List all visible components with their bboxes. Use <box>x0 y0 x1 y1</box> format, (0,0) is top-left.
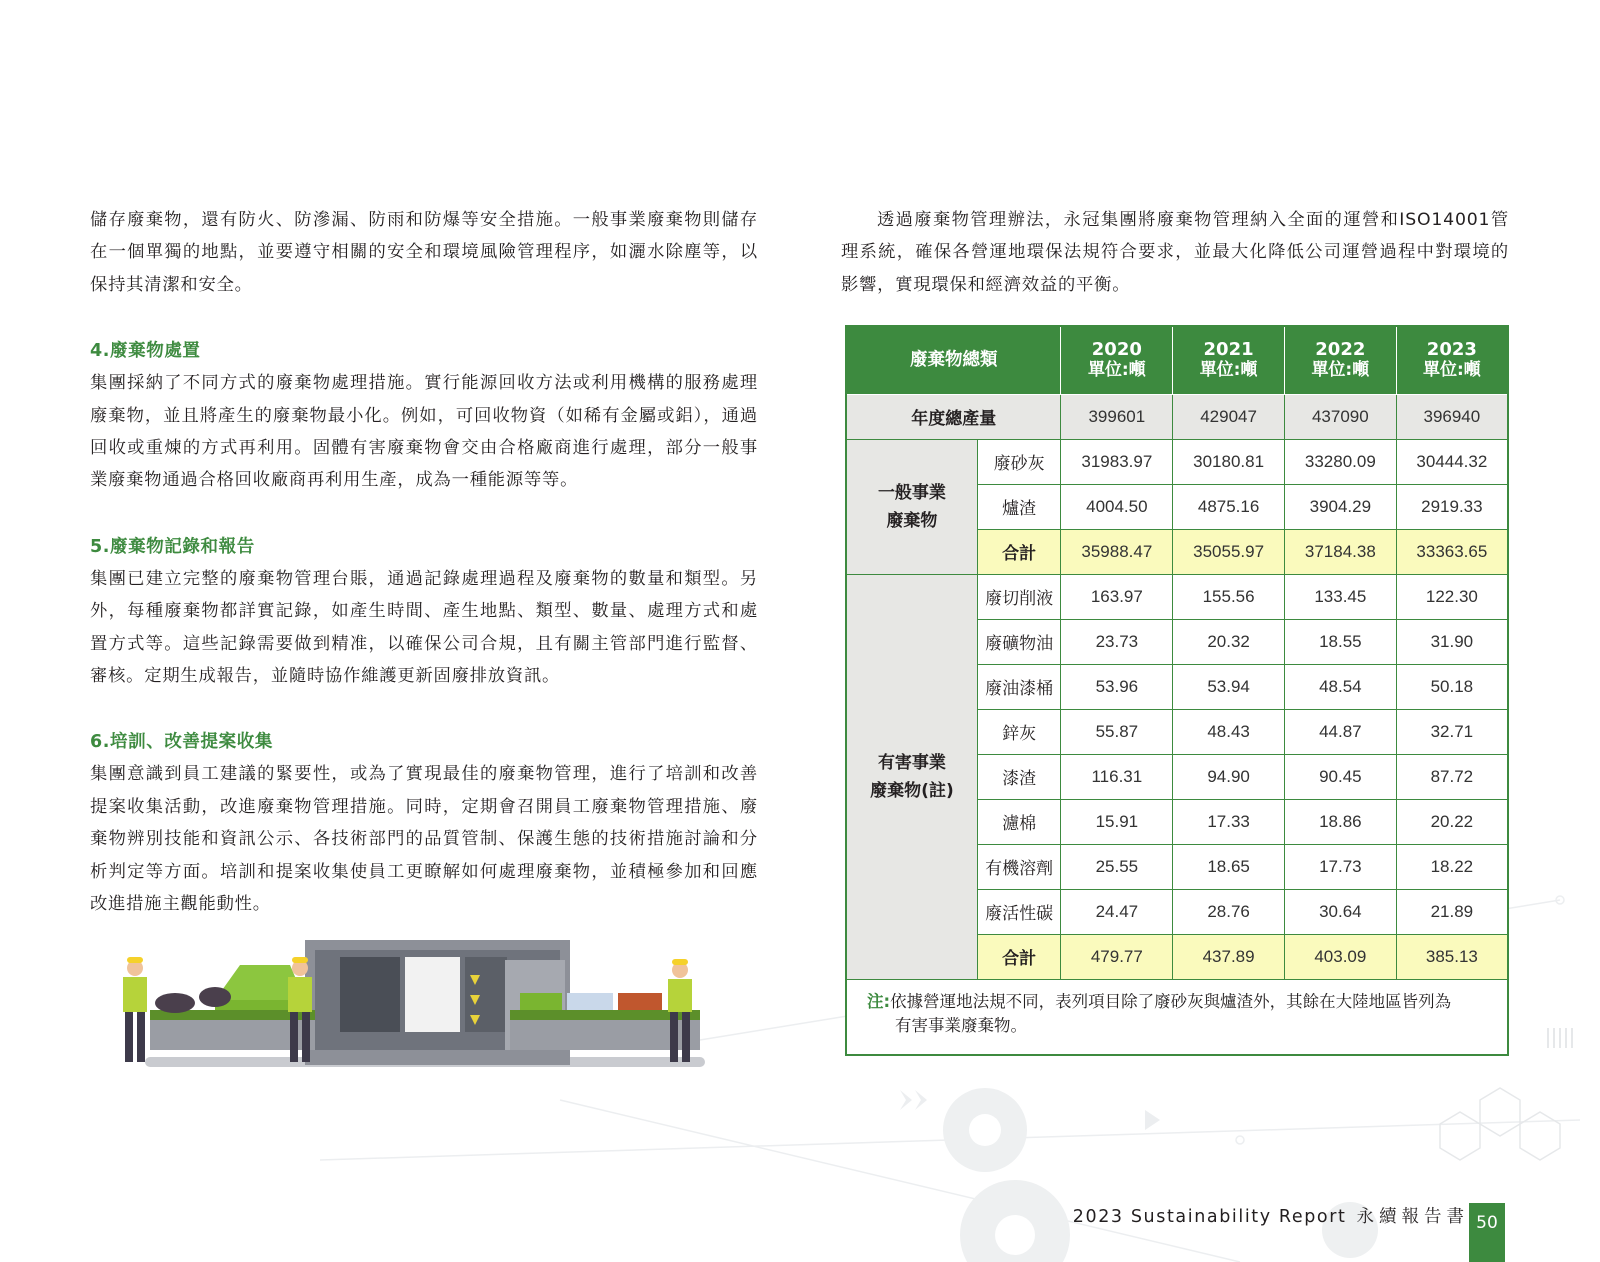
note-text-line1: 依據營運地法規不同，表列項目除了廢砂灰與爐渣外，其餘在大陸地區皆列為 <box>890 991 1452 1011</box>
row-label: 廢礦物油 <box>977 619 1061 664</box>
table-cell: 116.31 <box>1061 754 1173 799</box>
page-footer <box>1073 1203 1469 1228</box>
table-cell: 18.55 <box>1284 619 1396 664</box>
table-cell: 133.45 <box>1284 574 1396 619</box>
table-cell: 399601 <box>1061 394 1173 439</box>
table-cell: 17.33 <box>1173 799 1285 844</box>
table-cell: 18.22 <box>1396 844 1508 889</box>
annual-total-label: 年度總產量 <box>846 394 1061 439</box>
table-cell: 55.87 <box>1061 709 1173 754</box>
table-row <box>846 439 1508 484</box>
table-cell: 32.71 <box>1396 709 1508 754</box>
header-category: 廢棄物總類 <box>846 326 1061 394</box>
table-cell: 30.64 <box>1284 889 1396 934</box>
row-label: 爐渣 <box>977 484 1061 529</box>
table-cell: 33280.09 <box>1284 439 1396 484</box>
table-cell: 15.91 <box>1061 799 1173 844</box>
table-cell: 479.77 <box>1061 934 1173 979</box>
table-cell: 396940 <box>1396 394 1508 439</box>
row-label: 濾棉 <box>977 799 1061 844</box>
table-cell: 33363.65 <box>1396 529 1508 574</box>
table-cell: 2919.33 <box>1396 484 1508 529</box>
group-general-waste: 一般事業 廢棄物 <box>846 439 977 574</box>
table-cell: 122.30 <box>1396 574 1508 619</box>
row-label: 漆渣 <box>977 754 1061 799</box>
table-row-annual-total <box>846 394 1508 439</box>
table-cell: 24.47 <box>1061 889 1173 934</box>
table-note-row <box>846 979 1508 1055</box>
group-hazardous-waste: 有害事業 廢棄物(註) <box>846 574 977 979</box>
paragraph-training: 集團意識到員工建議的緊要性，或為了實現最佳的廢棄物管理，進行了培訓和改善提案收集活動，改進廢棄物管理措施。同時，定期會召開員工廢棄物管理措施、廢棄物辨別技能和資訊公示、各技術部門的品質管制、保護生態的技術措施討論和分析判定等方面。培訓和提案收集使員工更瞭解如何處理廢棄物，並積極參加和回應改進措施主觀能動性。 <box>90 764 758 915</box>
table-cell: 87.72 <box>1396 754 1508 799</box>
header-year-2021: 2021 單位:噸 <box>1173 326 1285 394</box>
table-cell: 31.90 <box>1396 619 1508 664</box>
row-label: 廢砂灰 <box>977 439 1061 484</box>
report-title-en: 2023 Sustainability Report <box>1072 1207 1347 1227</box>
table-cell: 50.18 <box>1396 664 1508 709</box>
row-label: 廢油漆桶 <box>977 664 1061 709</box>
table-cell: 37184.38 <box>1284 529 1396 574</box>
left-column <box>90 204 758 921</box>
paragraph-waste-disposal: 集團採納了不同方式的廢棄物處理措施。實行能源回收方法或利用機構的服務處理廢棄物，並且將產生的廢棄物最小化。例如，可回收物資（如稀有金屬或鋁），通過回收或重煉的方式再利用。固體有害廢棄物會交由合格廠商進行處理，部分一般事業廢棄物通過合格回收廠商再利用生產，成為一種能源等等。 <box>90 373 758 491</box>
paragraph-waste-records: 集團已建立完整的廢棄物管理台賬，通過記錄處理過程及廢棄物的數量和類型。另外，每種廢棄物都詳實記錄，如產生時間、產生地點、類型、數量、處理方式和處置方式等。這些記錄需要做到精准，以確保公司合規，且有關主管部門進行監督、審核。定期生成報告，並隨時協作維護更新固廢排放資訊。 <box>90 568 758 687</box>
heading-waste-records: 5.廢棄物記錄和報告 <box>90 536 255 557</box>
table-cell: 437090 <box>1284 394 1396 439</box>
table-cell: 17.73 <box>1284 844 1396 889</box>
table-cell: 20.22 <box>1396 799 1508 844</box>
table-cell: 94.90 <box>1173 754 1285 799</box>
table-cell: 30180.81 <box>1173 439 1285 484</box>
note-text-line2: 有害事業廢棄物。 <box>895 1015 1027 1035</box>
worker-left-figure <box>123 957 147 1062</box>
table-cell: 53.96 <box>1061 664 1173 709</box>
table-cell: 48.43 <box>1173 709 1285 754</box>
header-year-2022: 2022 單位:噸 <box>1284 326 1396 394</box>
row-label: 有機溶劑 <box>977 844 1061 889</box>
table-header-row <box>846 326 1508 394</box>
sum-label: 合計 <box>977 934 1061 979</box>
table-cell: 385.13 <box>1396 934 1508 979</box>
table-row <box>846 574 1508 619</box>
table-cell: 30444.32 <box>1396 439 1508 484</box>
right-column <box>841 204 1509 301</box>
table-cell: 155.56 <box>1173 574 1285 619</box>
table-cell: 429047 <box>1173 394 1285 439</box>
note-label: 注: <box>867 991 891 1011</box>
heading-training: 6.培訓、改善提案收集 <box>90 732 273 753</box>
table-cell: 437.89 <box>1173 934 1285 979</box>
table-cell: 18.65 <box>1173 844 1285 889</box>
table-cell: 53.94 <box>1173 664 1285 709</box>
sum-label: 合計 <box>977 529 1061 574</box>
header-year-2023: 2023 單位:噸 <box>1396 326 1508 394</box>
table-cell: 4875.16 <box>1173 484 1285 529</box>
table-cell: 403.09 <box>1284 934 1396 979</box>
table-cell: 18.86 <box>1284 799 1396 844</box>
table-cell: 28.76 <box>1173 889 1285 934</box>
row-label: 廢活性碳 <box>977 889 1061 934</box>
table-cell: 48.54 <box>1284 664 1396 709</box>
table-cell: 35988.47 <box>1061 529 1173 574</box>
table-cell: 35055.97 <box>1173 529 1285 574</box>
paragraph-intro-iso: 透過廢棄物管理辦法，永冠集團將廢棄物管理納入全面的運營和ISO14001管理系統，確保各營運地環保法規符合要求，並最大化降低公司運營過程中對環境的影響，實現環保和經濟效益的平衡。 <box>841 210 1509 295</box>
table-cell: 23.73 <box>1061 619 1173 664</box>
report-title-zh: 永續報告書 <box>1356 1207 1469 1227</box>
table-cell: 163.97 <box>1061 574 1173 619</box>
table-cell: 25.55 <box>1061 844 1173 889</box>
table-cell: 31983.97 <box>1061 439 1173 484</box>
page-number: 50 <box>1469 1203 1505 1262</box>
table-cell: 20.32 <box>1173 619 1285 664</box>
table-cell: 4004.50 <box>1061 484 1173 529</box>
paragraph-storage: 儲存廢棄物，還有防火、防滲漏、防雨和防爆等安全措施。一般事業廢棄物則儲存在一個單獨的地點，並要遵守相關的安全和環境風險管理程序，如灑水除塵等，以保持其清潔和安全。 <box>90 210 758 295</box>
table-cell: 44.87 <box>1284 709 1396 754</box>
table-cell: 3904.29 <box>1284 484 1396 529</box>
row-label: 鋅灰 <box>977 709 1061 754</box>
header-year-2020: 2020 單位:噸 <box>1061 326 1173 394</box>
heading-waste-disposal: 4.廢棄物處置 <box>90 341 201 362</box>
factory-conveyor-illustration <box>115 935 725 1095</box>
waste-statistics-table <box>845 325 1509 1056</box>
table-note <box>846 979 1508 1055</box>
table-cell: 21.89 <box>1396 889 1508 934</box>
row-label: 廢切削液 <box>977 574 1061 619</box>
table-cell: 90.45 <box>1284 754 1396 799</box>
